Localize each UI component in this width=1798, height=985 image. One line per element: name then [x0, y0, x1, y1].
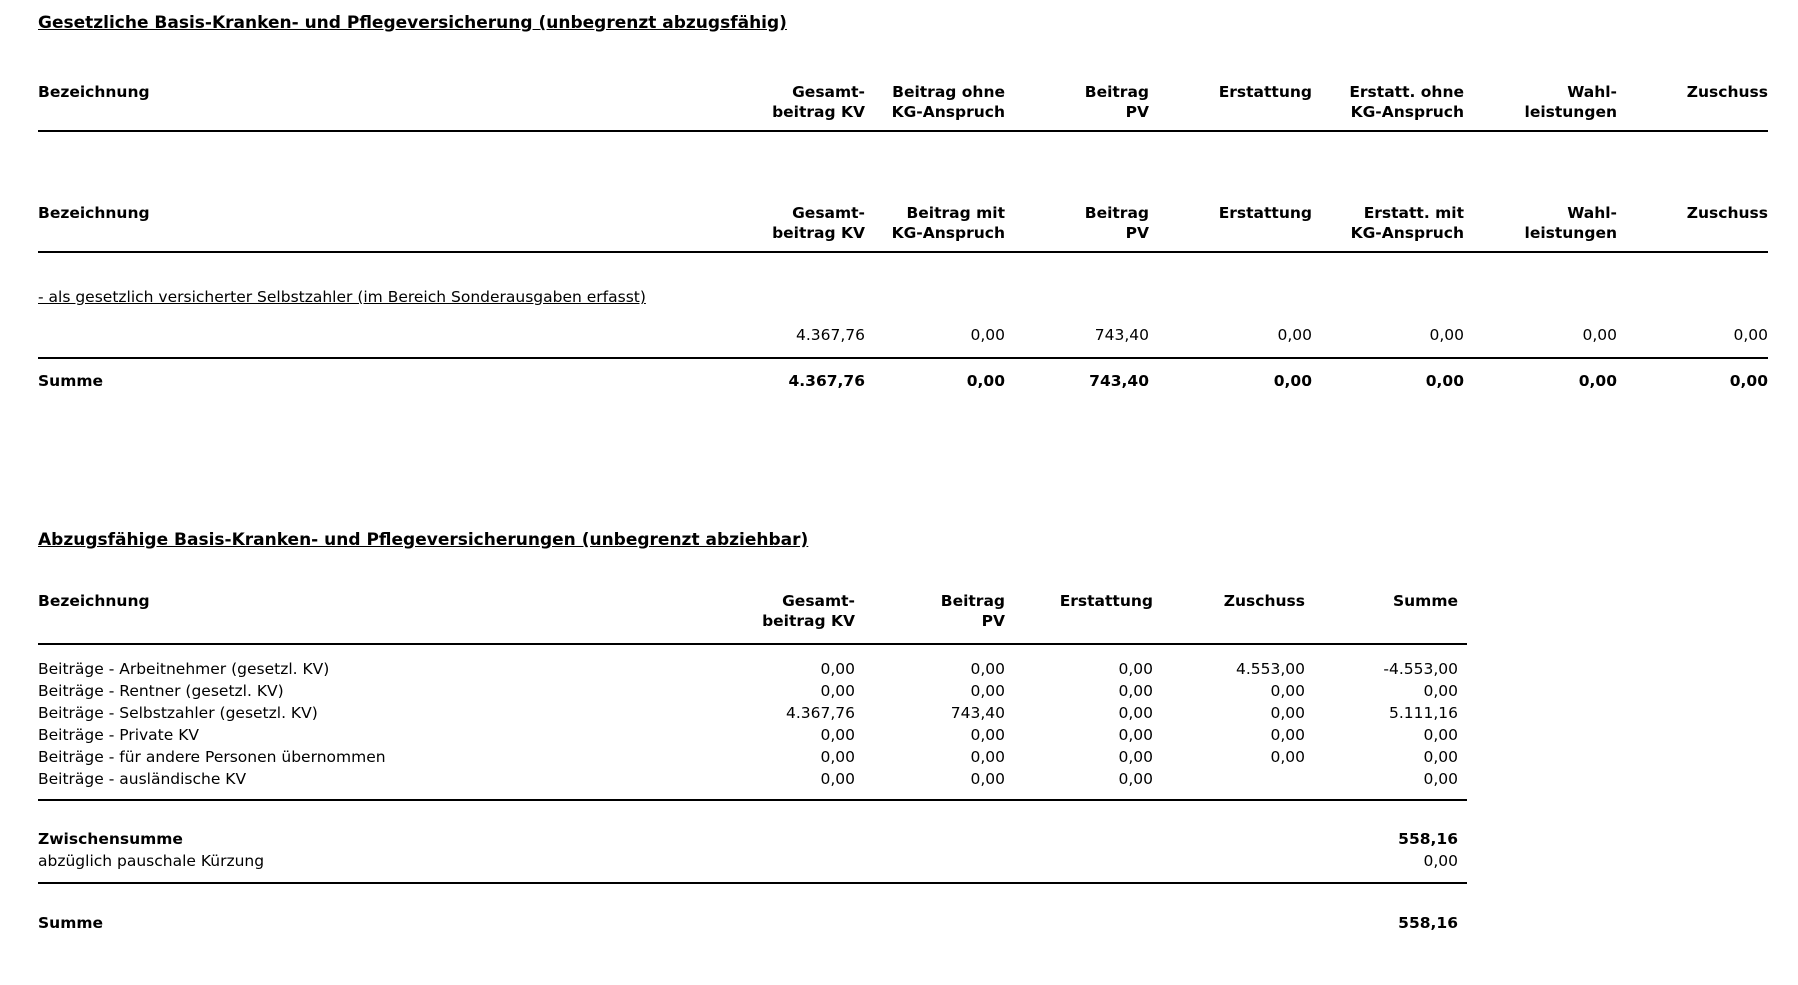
amount-cell: 0,00: [1312, 325, 1464, 358]
col-bezeichnung: Bezeichnung: [38, 204, 700, 252]
amount-cell: 0,00: [1617, 325, 1768, 358]
section2-title: Abzugsfähige Basis-Kranken- und Pflegeversicherungen (unbegrenzt abziehbar): [38, 530, 809, 550]
amount-cell: 0,00: [966, 372, 1005, 390]
summe-label: Summe: [38, 914, 104, 932]
amount-cell: 0,00: [970, 660, 1005, 678]
table1-body: [38, 325, 1768, 392]
col-erstattung: Erstattung: [1005, 592, 1153, 644]
amount-cell: 0,00: [820, 660, 855, 678]
summe-label: Summe: [38, 372, 104, 390]
col-beitrag-mit-kg-anspruch: Beitrag mit KG-Anspruch: [865, 204, 1005, 252]
col-beitrag-ohne-kg-anspruch: Beitrag ohne KG-Anspruch: [865, 83, 1005, 131]
col-zuschuss: Zuschuss: [1617, 83, 1768, 131]
amount-cell: 0,00: [1273, 372, 1312, 390]
table-row: [38, 644, 1467, 680]
header-row: [38, 204, 1768, 252]
zwischensumme-row: [38, 800, 1467, 850]
amount-cell: 0,00: [970, 748, 1005, 766]
amount-cell: 0,00: [1118, 726, 1153, 744]
amount-cell: 0,00: [1118, 704, 1153, 722]
row-label: Beiträge - für andere Personen übernommen: [38, 748, 386, 766]
col-erstattung: Erstattung: [1149, 204, 1312, 252]
amount-cell: 5.111,16: [1388, 704, 1458, 722]
table-row: [38, 768, 1467, 800]
summe-row: [38, 358, 1768, 392]
kuerzung-row: [38, 850, 1467, 883]
table-row: [38, 702, 1467, 724]
amount-cell: 743,40: [1089, 372, 1149, 390]
col-bezeichnung: Bezeichnung: [38, 592, 700, 644]
amount-cell: 0,00: [1270, 704, 1305, 722]
header-row: [38, 592, 1467, 644]
zwischensumme-label: Zwischensumme: [38, 830, 183, 848]
col-wahlleistungen: Wahl- leistungen: [1464, 83, 1617, 131]
col-summe: Summe: [1305, 592, 1467, 644]
amount-cell: 0,00: [1464, 325, 1617, 358]
amount-cell: 0,00: [1270, 748, 1305, 766]
amount-cell: 0,00: [820, 682, 855, 700]
row-label: [38, 325, 700, 358]
amount-cell: 743,40: [950, 704, 1005, 722]
amount-cell: 0,00: [1270, 682, 1305, 700]
amount-cell: 0,00: [1118, 748, 1153, 766]
amount-cell: 0,00: [855, 768, 1005, 800]
table2: [38, 592, 1467, 934]
subsection-label: - als gesetzlich versicherter Selbstzahler (im Bereich Sonderausgaben erfasst): [38, 288, 646, 306]
amount-cell: 0,00: [1305, 768, 1467, 800]
col-beitrag-pv: Beitrag PV: [855, 592, 1005, 644]
amount-cell: 0,00: [1118, 682, 1153, 700]
amount-cell: 0,00: [1305, 850, 1467, 883]
col-zuschuss: Zuschuss: [1617, 204, 1768, 252]
amount-cell: 743,40: [1005, 325, 1149, 358]
amount-cell: -4.553,00: [1383, 660, 1458, 678]
amount-cell: 0,00: [1425, 372, 1464, 390]
amount-cell: 0,00: [1423, 748, 1458, 766]
section1-title: Gesetzliche Basis-Kranken- und Pflegeversicherung (unbegrenzt abzugsfähig): [38, 13, 787, 33]
table-row: [38, 724, 1467, 746]
col-zuschuss: Zuschuss: [1153, 592, 1305, 644]
amount-cell: 558,16: [1398, 914, 1458, 932]
table1-header-mit-kg: [38, 204, 1768, 253]
amount-cell: 0,00: [1149, 325, 1312, 358]
row-label: Beiträge - ausländische KV: [38, 768, 700, 800]
amount-cell: 0,00: [1423, 682, 1458, 700]
col-wahlleistungen: Wahl- leistungen: [1464, 204, 1617, 252]
amount-cell: 0,00: [1423, 726, 1458, 744]
amount-cell: 4.553,00: [1235, 660, 1305, 678]
amount-cell: 558,16: [1398, 830, 1458, 848]
amount-cell: 0,00: [1118, 660, 1153, 678]
section-abzugsfaehige-kv: [38, 530, 1798, 934]
data-row-selbstzahler: [38, 325, 1768, 358]
col-beitrag-pv: Beitrag PV: [1005, 83, 1149, 131]
amount-cell: 4.367,76: [788, 372, 865, 390]
table1-header-ohne-kg: [38, 83, 1768, 132]
amount-cell: 4.367,76: [785, 704, 855, 722]
amount-cell: 4.367,76: [700, 325, 865, 358]
amount-cell: [1153, 768, 1305, 800]
amount-cell: 0,00: [970, 682, 1005, 700]
amount-cell: 0,00: [970, 726, 1005, 744]
kuerzung-label: abzüglich pauschale Kürzung: [38, 850, 1305, 883]
col-gesamtbeitrag-kv: Gesamt- beitrag KV: [700, 83, 865, 131]
row-label: Beiträge - Private KV: [38, 726, 199, 744]
amount-cell: 0,00: [1005, 768, 1153, 800]
row-label: Beiträge - Selbstzahler (gesetzl. KV): [38, 704, 318, 722]
row-label: Beiträge - Arbeitnehmer (gesetzl. KV): [38, 660, 330, 678]
summe-row: [38, 883, 1467, 934]
col-bezeichnung: Bezeichnung: [38, 83, 700, 131]
row-label: Beiträge - Rentner (gesetzl. KV): [38, 682, 284, 700]
col-gesamtbeitrag-kv: Gesamt- beitrag KV: [700, 204, 865, 252]
amount-cell: 0,00: [1270, 726, 1305, 744]
table-row: [38, 746, 1467, 768]
section-gesetzliche-basis-kv: [38, 13, 1798, 392]
col-erstattung: Erstattung: [1149, 83, 1312, 131]
col-erstatt-ohne-kg-anspruch: Erstatt. ohne KG-Anspruch: [1312, 83, 1464, 131]
amount-cell: 0,00: [1578, 372, 1617, 390]
amount-cell: 0,00: [820, 726, 855, 744]
amount-cell: 0,00: [820, 748, 855, 766]
amount-cell: 0,00: [865, 325, 1005, 358]
col-beitrag-pv: Beitrag PV: [1005, 204, 1149, 252]
table-row: [38, 680, 1467, 702]
amount-cell: 0,00: [700, 768, 855, 800]
col-gesamtbeitrag-kv: Gesamt- beitrag KV: [700, 592, 855, 644]
amount-cell: 0,00: [1729, 372, 1768, 390]
col-erstatt-mit-kg-anspruch: Erstatt. mit KG-Anspruch: [1312, 204, 1464, 252]
header-row: [38, 83, 1768, 131]
